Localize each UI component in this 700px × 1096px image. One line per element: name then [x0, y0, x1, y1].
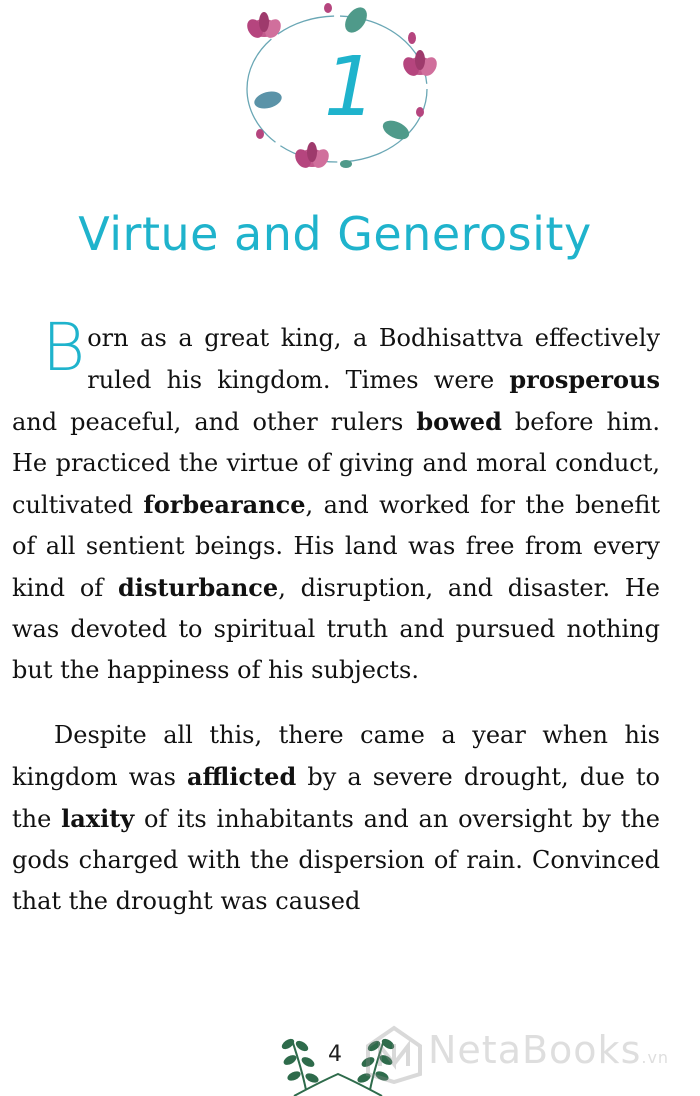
watermark-suffix: .vn [641, 1048, 670, 1067]
text-run: , and worked for the benefit of all sentient beings. His land was free from every kind of [12, 491, 660, 602]
watermark [364, 1020, 700, 1090]
text-run: orn as a great king, a Bodhisattva effectively ruled his kingdom. Times were [87, 324, 660, 394]
page-number: 4 [328, 1042, 342, 1067]
paragraph-1 [12, 309, 660, 691]
text-run: , disruption, and disaster. He was devoted to spiritual truth and pursued nothing but the happiness of his subjects. [12, 574, 660, 684]
bold-term: disturbance [117, 573, 279, 602]
bold-term: prosperous [509, 365, 660, 394]
drop-cap: B [42, 309, 86, 386]
paragraph-2 [12, 715, 660, 922]
bold-term: bowed [416, 407, 502, 436]
lotus-flower-icon [244, 12, 284, 41]
chapter-title: Virtue and Generosity [78, 207, 592, 261]
chapter-body [12, 309, 660, 922]
text-run: Despite all this, there came a year when his kingdom was [12, 721, 660, 791]
netabooks-logo-icon [364, 1024, 424, 1084]
bold-term: afflicted [187, 762, 297, 791]
chapter-number: 1 [323, 40, 377, 135]
watermark-text [428, 1028, 669, 1072]
bold-term: laxity [61, 804, 135, 833]
text-run: before him. He practiced the virtue of giving and moral conduct, cultivated [12, 408, 660, 519]
text-run: and peaceful, and other rulers [12, 408, 417, 436]
bold-term: forbearance [143, 490, 306, 519]
text-run: by a severe drought, due to the [12, 763, 660, 833]
watermark-brand: NetaBooks [428, 1028, 642, 1072]
lotus-flower-icon [292, 142, 332, 171]
text-run: of its inhabitants and an oversight by the gods charged with the dispersion of rain. Convinced that the drought was caused [12, 805, 660, 915]
